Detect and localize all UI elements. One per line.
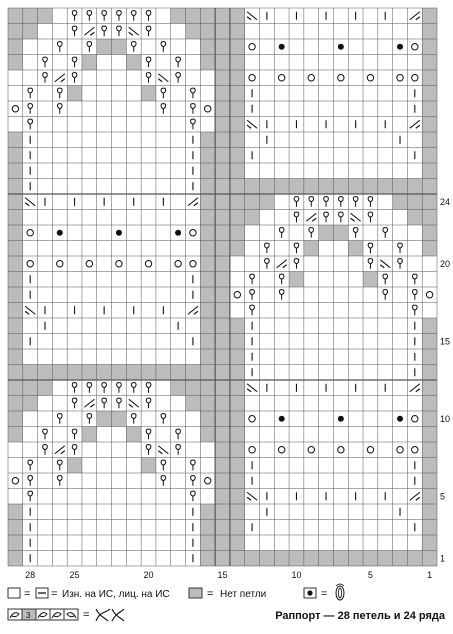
no-stitch-cell: [200, 194, 215, 210]
no-stitch-cell: [215, 194, 230, 210]
no-stitch-cell: [422, 55, 437, 71]
no-stitch-cell: [215, 55, 230, 71]
no-stitch-cell: [8, 365, 23, 381]
row-label: 15: [440, 336, 451, 347]
no-stitch-cell: [422, 411, 437, 427]
legend-purl-text: Изн. на ИС, лиц. на ИС: [62, 589, 170, 600]
no-stitch-cell: [200, 318, 215, 334]
no-stitch-cell: [8, 148, 23, 164]
no-stitch-cell: [230, 396, 245, 412]
no-stitch-cell: [8, 380, 23, 396]
no-stitch-cell: [215, 117, 230, 133]
no-stitch-cell: [215, 396, 230, 412]
no-stitch-cell: [23, 380, 38, 396]
no-stitch-cell: [8, 535, 23, 551]
no-stitch-cell: [215, 551, 230, 567]
no-stitch-cell: [245, 210, 260, 226]
no-stitch-cell: [8, 210, 23, 226]
no-stitch-cell: [200, 380, 215, 396]
no-stitch-cell: [304, 241, 319, 257]
no-stitch-cell: [230, 241, 245, 257]
no-stitch-cell: [82, 365, 97, 381]
column-label: 5: [367, 570, 373, 580]
no-stitch-cell: [230, 427, 245, 443]
no-stitch-cell: [186, 396, 201, 412]
no-stitch-cell: [215, 256, 230, 272]
no-stitch-cell: [289, 179, 304, 195]
no-stitch-cell: [230, 411, 245, 427]
no-stitch-cell: [215, 101, 230, 117]
legend-knit-cell: [8, 588, 20, 598]
no-stitch-cell: [289, 272, 304, 288]
no-stitch-cell: [215, 520, 230, 536]
no-stitch-cell: [422, 318, 437, 334]
no-stitch-cell: [378, 551, 393, 567]
no-stitch-cell: [200, 8, 215, 24]
row-label: 20: [440, 258, 451, 269]
no-stitch-cell: [8, 427, 23, 443]
no-stitch-cell: [230, 489, 245, 505]
no-stitch-cell: [200, 210, 215, 226]
no-stitch-cell: [230, 334, 245, 350]
no-stitch-cell: [97, 365, 112, 381]
no-stitch-cell: [230, 194, 245, 210]
no-stitch-cell: [422, 535, 437, 551]
bobble-symbol: [279, 44, 285, 50]
bobble-symbol: [397, 416, 403, 422]
no-stitch-cell: [97, 39, 112, 55]
no-stitch-cell: [422, 179, 437, 195]
no-stitch-cell: [304, 179, 319, 195]
no-stitch-cell: [215, 241, 230, 257]
no-stitch-cell: [422, 520, 437, 536]
no-stitch-cell: [200, 287, 215, 303]
no-stitch-cell: [8, 55, 23, 71]
no-stitch-cell: [8, 241, 23, 257]
no-stitch-cell: [171, 365, 186, 381]
no-stitch-cell: [200, 535, 215, 551]
no-stitch-cell: [215, 473, 230, 489]
no-stitch-cell: [112, 411, 127, 427]
no-stitch-cell: [97, 411, 112, 427]
no-stitch-cell: [215, 427, 230, 443]
no-stitch-cell: [422, 194, 437, 210]
no-stitch-cell: [38, 380, 53, 396]
no-stitch-cell: [245, 179, 260, 195]
no-stitch-cell: [200, 39, 215, 55]
legend-equals-4: =: [321, 588, 328, 600]
no-stitch-cell: [200, 179, 215, 195]
no-stitch-cell: [422, 504, 437, 520]
no-stitch-cell: [422, 117, 437, 133]
no-stitch-cell: [422, 39, 437, 55]
no-stitch-cell: [200, 132, 215, 148]
no-stitch-cell: [8, 303, 23, 319]
no-stitch-cell: [215, 225, 230, 241]
bobble-diagram-icon: [336, 584, 344, 600]
no-stitch-cell: [200, 349, 215, 365]
no-stitch-cell: [200, 272, 215, 288]
no-stitch-cell: [422, 24, 437, 40]
no-stitch-cell: [319, 551, 334, 567]
no-stitch-cell: [215, 458, 230, 474]
no-stitch-cell: [407, 551, 422, 567]
no-stitch-cell: [230, 349, 245, 365]
no-stitch-cell: [215, 86, 230, 102]
no-stitch-cell: [200, 225, 215, 241]
no-stitch-cell: [422, 163, 437, 179]
no-stitch-cell: [215, 132, 230, 148]
no-stitch-cell: [8, 334, 23, 350]
no-stitch-cell: [289, 551, 304, 567]
no-stitch-cell: [8, 194, 23, 210]
no-stitch-cell: [230, 55, 245, 71]
no-stitch-cell: [8, 132, 23, 148]
no-stitch-cell: [230, 24, 245, 40]
no-stitch-cell: [230, 458, 245, 474]
no-stitch-cell: [422, 365, 437, 381]
no-stitch-cell: [422, 8, 437, 24]
column-label: 15: [217, 570, 228, 580]
legend-equals-5: =: [83, 609, 90, 621]
no-stitch-cell: [8, 504, 23, 520]
no-stitch-cell: [8, 318, 23, 334]
row-label: 10: [440, 413, 451, 424]
no-stitch-cell: [422, 241, 437, 257]
no-stitch-cell: [230, 101, 245, 117]
no-stitch-cell: [8, 272, 23, 288]
legend-cable-count: 3: [26, 611, 31, 620]
no-stitch-cell: [8, 287, 23, 303]
no-stitch-cell: [363, 272, 378, 288]
no-stitch-cell: [215, 535, 230, 551]
no-stitch-cell: [348, 241, 363, 257]
no-stitch-cell: [82, 427, 97, 443]
no-stitch-cell: [333, 179, 348, 195]
no-stitch-cell: [215, 70, 230, 86]
no-stitch-cell: [230, 380, 245, 396]
no-stitch-cell: [215, 504, 230, 520]
no-stitch-cell: [38, 8, 53, 24]
no-stitch-cell: [422, 380, 437, 396]
no-stitch-cell: [422, 101, 437, 117]
no-stitch-cell: [8, 179, 23, 195]
no-stitch-cell: [422, 551, 437, 567]
no-stitch-cell: [8, 24, 23, 40]
no-stitch-cell: [230, 86, 245, 102]
no-stitch-cell: [141, 365, 156, 381]
no-stitch-cell: [215, 318, 230, 334]
no-stitch-cell: [215, 303, 230, 319]
row-label: 1: [440, 553, 446, 564]
no-stitch-cell: [141, 86, 156, 102]
no-stitch-cell: [141, 458, 156, 474]
no-stitch-cell: [200, 303, 215, 319]
no-stitch-cell: [67, 365, 82, 381]
no-stitch-cell: [200, 365, 215, 381]
bobble-symbol: [175, 230, 181, 236]
no-stitch-cell: [274, 551, 289, 567]
no-stitch-cell: [259, 194, 274, 210]
no-stitch-cell: [422, 225, 437, 241]
no-stitch-cell: [393, 194, 408, 210]
bobble-symbol: [338, 416, 344, 422]
no-stitch-cell: [422, 148, 437, 164]
no-stitch-cell: [8, 411, 23, 427]
no-stitch-cell: [8, 225, 23, 241]
no-stitch-cell: [156, 365, 171, 381]
no-stitch-cell: [215, 163, 230, 179]
no-stitch-cell: [230, 318, 245, 334]
no-stitch-cell: [422, 132, 437, 148]
no-stitch-cell: [230, 179, 245, 195]
no-stitch-cell: [171, 380, 186, 396]
no-stitch-cell: [200, 411, 215, 427]
no-stitch-cell: [348, 179, 363, 195]
no-stitch-cell: [215, 179, 230, 195]
no-stitch-cell: [186, 24, 201, 40]
legend-no-stitch-text: Нет петли: [220, 589, 267, 600]
legend-equals-1: =: [24, 588, 31, 600]
no-stitch-cell: [200, 256, 215, 272]
legend-equals-3: =: [207, 588, 214, 600]
bobble-symbol: [57, 230, 63, 236]
no-stitch-cell: [215, 287, 230, 303]
bobble-symbol: [338, 44, 344, 50]
no-stitch-cell: [422, 349, 437, 365]
no-stitch-cell: [319, 225, 334, 241]
legend-no-stitch-cell: [189, 588, 202, 598]
no-stitch-cell: [215, 210, 230, 226]
no-stitch-cell: [200, 24, 215, 40]
column-label: 20: [143, 570, 154, 580]
no-stitch-cell: [23, 8, 38, 24]
no-stitch-cell: [230, 365, 245, 381]
no-stitch-cell: [230, 504, 245, 520]
bobble-symbol: [397, 44, 403, 50]
no-stitch-cell: [422, 427, 437, 443]
no-stitch-cell: [171, 8, 186, 24]
no-stitch-cell: [8, 520, 23, 536]
no-stitch-cell: [126, 365, 141, 381]
no-stitch-cell: [200, 148, 215, 164]
no-stitch-cell: [215, 411, 230, 427]
no-stitch-cell: [23, 396, 38, 412]
no-stitch-cell: [8, 163, 23, 179]
cable-diagram-icon: [96, 609, 124, 621]
no-stitch-cell: [230, 39, 245, 55]
no-stitch-cell: [348, 551, 363, 567]
no-stitch-cell: [393, 551, 408, 567]
no-stitch-cell: [215, 442, 230, 458]
no-stitch-cell: [215, 365, 230, 381]
column-label: 1: [427, 570, 433, 580]
no-stitch-cell: [245, 551, 260, 567]
no-stitch-cell: [333, 551, 348, 567]
no-stitch-cell: [200, 504, 215, 520]
no-stitch-cell: [422, 334, 437, 350]
no-stitch-cell: [422, 70, 437, 86]
column-label: 10: [291, 570, 302, 580]
no-stitch-cell: [200, 334, 215, 350]
no-stitch-cell: [230, 535, 245, 551]
no-stitch-cell: [304, 551, 319, 567]
no-stitch-cell: [215, 489, 230, 505]
no-stitch-cell: [112, 365, 127, 381]
no-stitch-cell: [215, 148, 230, 164]
no-stitch-cell: [393, 179, 408, 195]
no-stitch-cell: [52, 365, 67, 381]
no-stitch-cell: [259, 179, 274, 195]
no-stitch-cell: [186, 380, 201, 396]
no-stitch-cell: [215, 334, 230, 350]
no-stitch-cell: [230, 8, 245, 24]
no-stitch-cell: [112, 39, 127, 55]
no-stitch-cell: [422, 86, 437, 102]
no-stitch-cell: [200, 163, 215, 179]
chart-legend: [0, 583, 453, 634]
no-stitch-cell: [215, 39, 230, 55]
no-stitch-cell: [200, 427, 215, 443]
no-stitch-cell: [422, 396, 437, 412]
no-stitch-cell: [8, 551, 23, 567]
no-stitch-cell: [200, 55, 215, 71]
no-stitch-cell: [186, 365, 201, 381]
row-label: 24: [440, 196, 451, 207]
no-stitch-cell: [230, 551, 245, 567]
column-label: 28: [25, 570, 36, 580]
no-stitch-cell: [363, 551, 378, 567]
no-stitch-cell: [230, 148, 245, 164]
no-stitch-cell: [230, 163, 245, 179]
no-stitch-cell: [230, 473, 245, 489]
no-stitch-cell: [215, 24, 230, 40]
no-stitch-cell: [215, 380, 230, 396]
no-stitch-cell: [186, 8, 201, 24]
no-stitch-cell: [378, 179, 393, 195]
legend-equals-2: =: [51, 588, 58, 600]
no-stitch-cell: [215, 8, 230, 24]
no-stitch-cell: [422, 473, 437, 489]
no-stitch-cell: [8, 8, 23, 24]
row-label: 5: [440, 491, 446, 502]
no-stitch-cell: [230, 520, 245, 536]
column-label: 25: [69, 570, 80, 580]
no-stitch-cell: [230, 70, 245, 86]
no-stitch-cell: [200, 551, 215, 567]
no-stitch-cell: [38, 365, 53, 381]
no-stitch-cell: [422, 442, 437, 458]
no-stitch-cell: [363, 179, 378, 195]
no-stitch-cell: [422, 458, 437, 474]
no-stitch-cell: [259, 551, 274, 567]
no-stitch-cell: [126, 427, 141, 443]
no-stitch-cell: [407, 194, 422, 210]
no-stitch-cell: [407, 210, 422, 226]
no-stitch-cell: [215, 272, 230, 288]
no-stitch-cell: [422, 489, 437, 505]
no-stitch-cell: [8, 256, 23, 272]
no-stitch-cell: [126, 55, 141, 71]
no-stitch-cell: [23, 24, 38, 40]
no-stitch-cell: [230, 132, 245, 148]
no-stitch-cell: [274, 179, 289, 195]
rapport-caption: Раппорт — 28 петель и 24 ряда: [275, 610, 445, 622]
legend-bobble-dot: [307, 590, 312, 595]
no-stitch-cell: [245, 194, 260, 210]
no-stitch-cell: [230, 117, 245, 133]
no-stitch-cell: [200, 241, 215, 257]
no-stitch-cell: [422, 210, 437, 226]
no-stitch-cell: [67, 458, 82, 474]
no-stitch-cell: [23, 365, 38, 381]
bobble-symbol: [279, 416, 285, 422]
no-stitch-cell: [230, 210, 245, 226]
no-stitch-cell: [67, 86, 82, 102]
no-stitch-cell: [82, 55, 97, 71]
no-stitch-cell: [333, 225, 348, 241]
bobble-symbol: [116, 230, 122, 236]
no-stitch-cell: [215, 349, 230, 365]
no-stitch-cell: [8, 396, 23, 412]
no-stitch-cell: [407, 179, 422, 195]
legend-cable-cells: [8, 609, 78, 620]
no-stitch-cell: [230, 442, 245, 458]
no-stitch-cell: [200, 520, 215, 536]
no-stitch-cell: [200, 396, 215, 412]
no-stitch-cell: [8, 39, 23, 55]
no-stitch-cell: [8, 349, 23, 365]
no-stitch-cell: [319, 179, 334, 195]
no-stitch-cell: [230, 225, 245, 241]
